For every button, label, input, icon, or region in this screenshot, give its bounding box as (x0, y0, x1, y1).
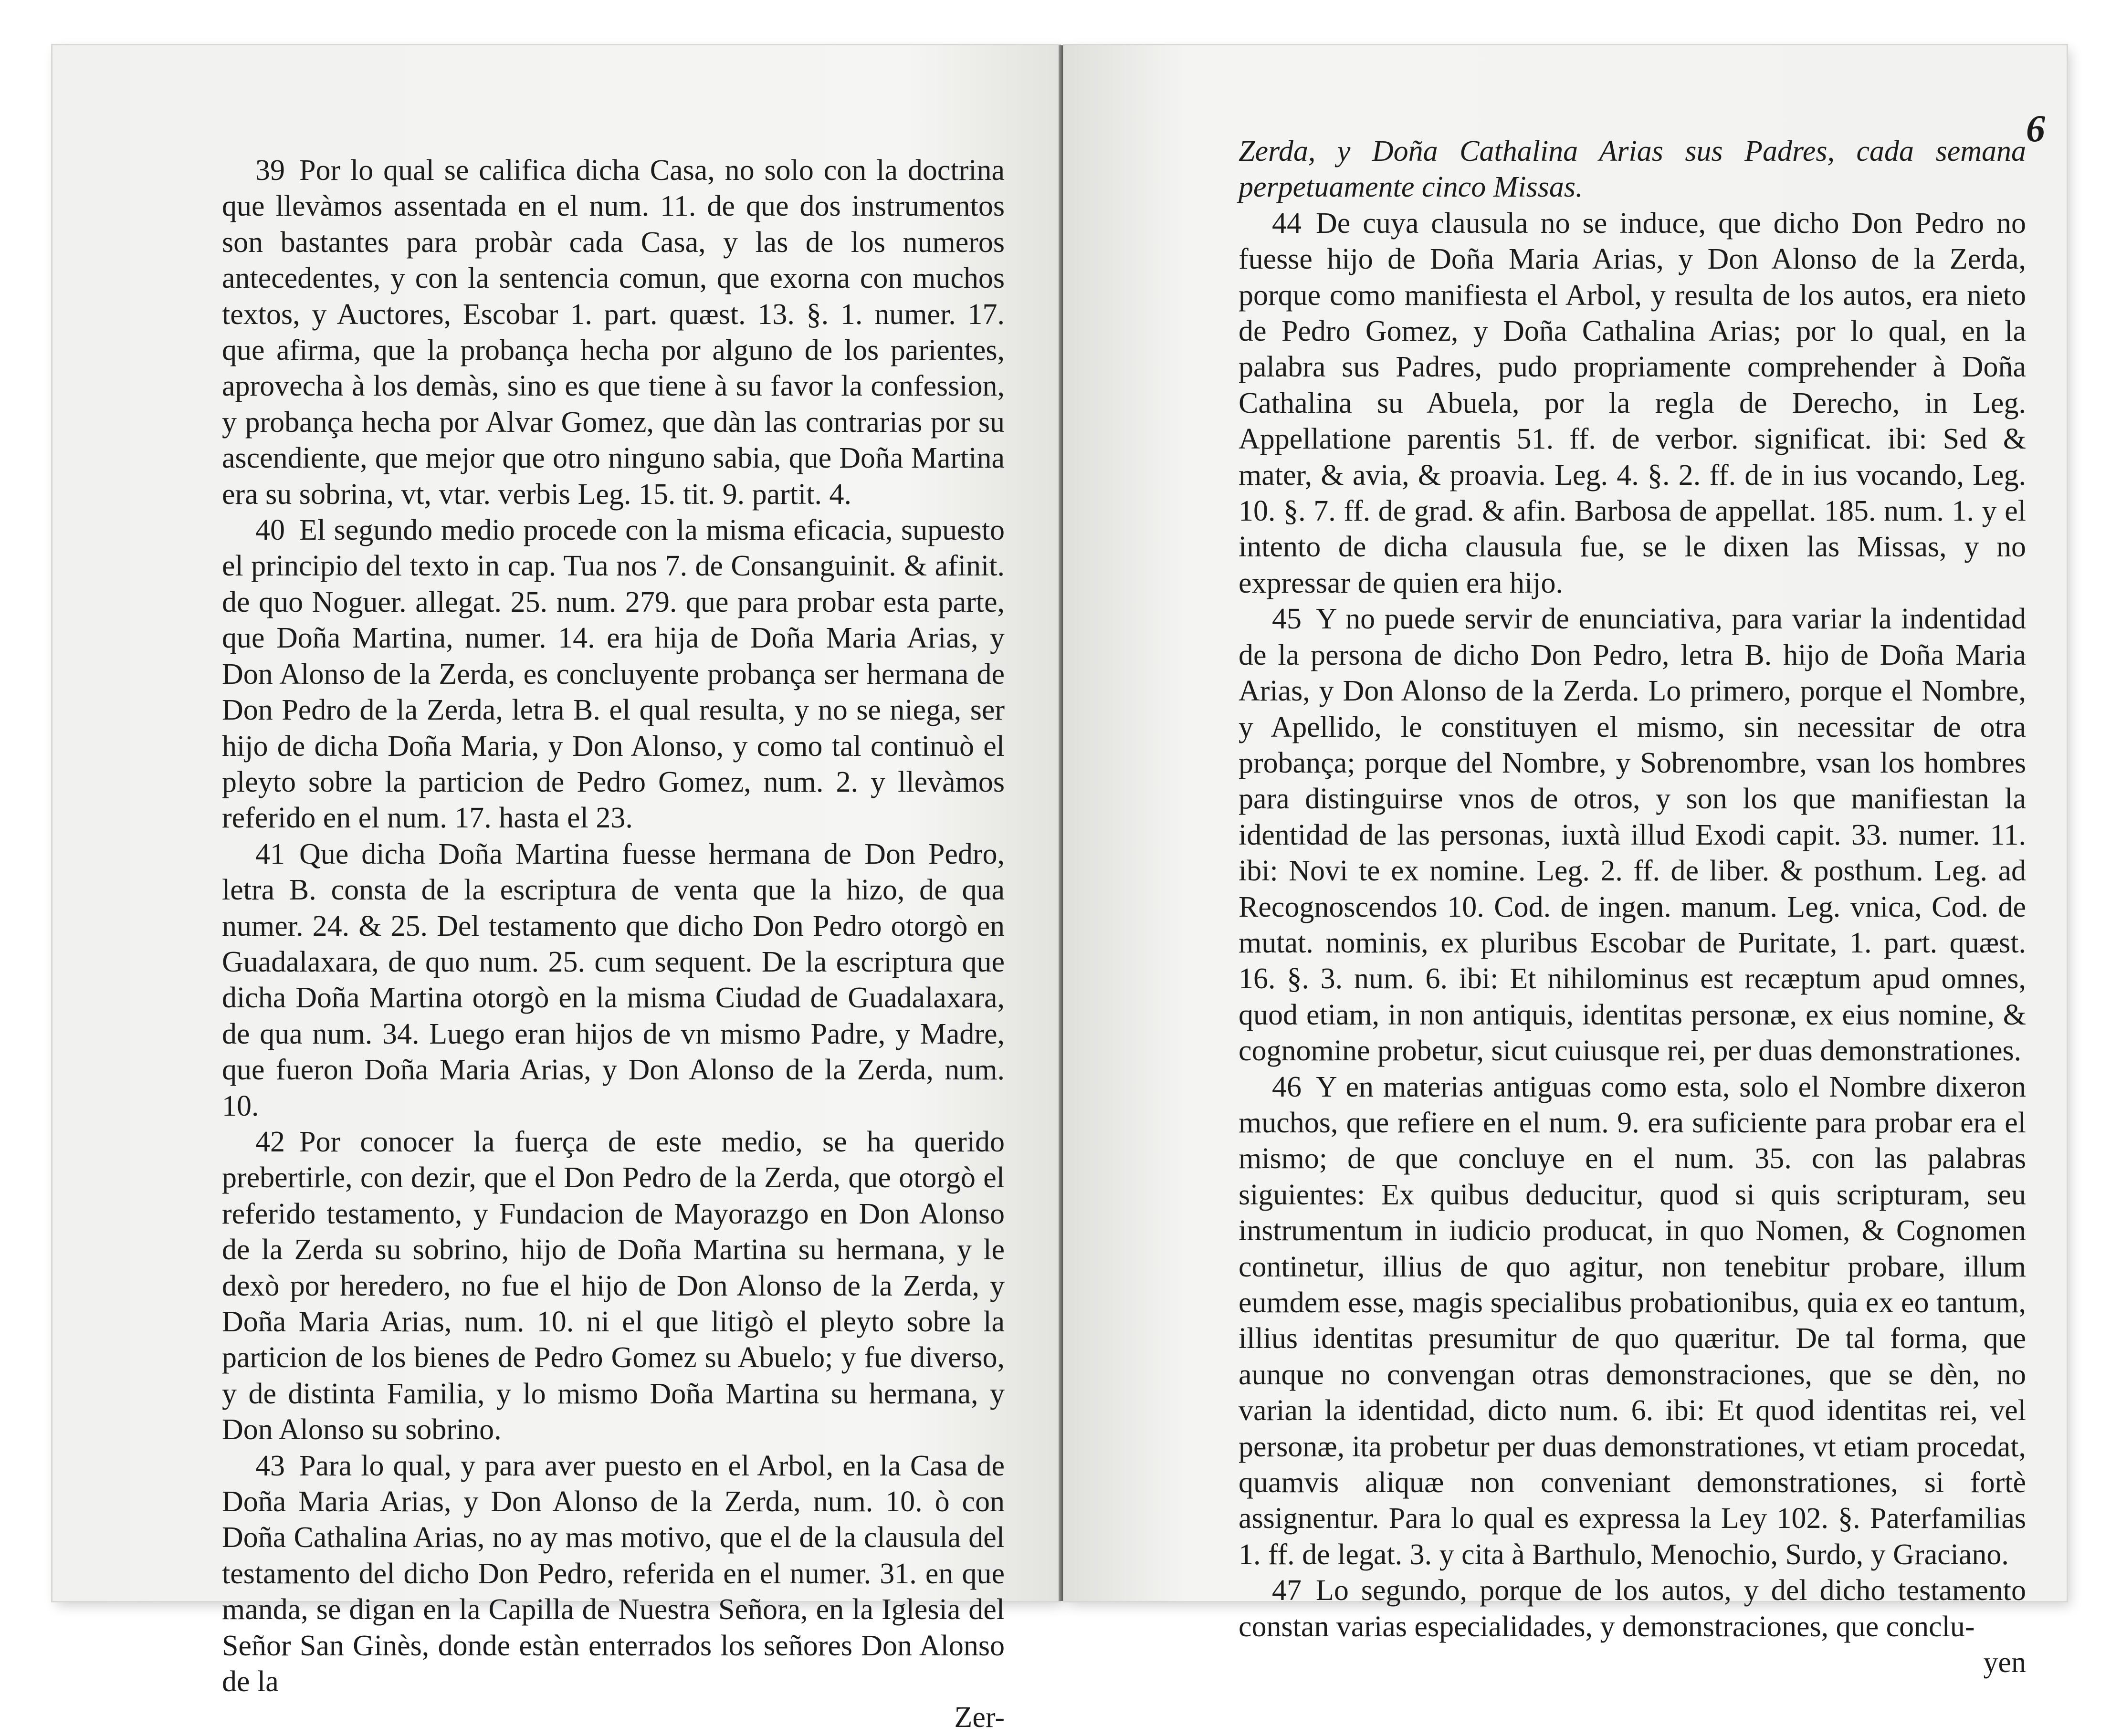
paragraph-number: 41 (255, 837, 285, 870)
paragraph-text: Por conocer la fuerça de este medio, se ha querido prebertirle, con dezir, que el Don Pedro de la Zerda, que otorgò el referido testamento, y Fundacion de Mayorazgo en Don Alonso de la Zerda su sobrino, hijo de Doña Martina su hermana, y le dexò por heredero, no fue el hijo de Don Alonso de la Zerda, y Doña Maria Arias, num. 10. ni el que litigò el pleyto sobre la particion de los bienes de Pedro Gomez su Abuelo; y fue diverso, y de distinta Familia, y lo mismo Doña Martina su hermana, y Don Alonso su sobrino. (222, 1125, 1005, 1446)
paragraph-text: De cuya clausula no se induce, que dicho Don Pedro no fuesse hijo de Doña Maria Arias, y Don Alonso de la Zerda, porque como manifiesta el Arbol, y resulta de los autos, era nieto de Pedro Gomez, y Doña Cathalina Arias; por lo qual, en la palabra sus Padres, pudo propriamente comprehender à Doña Cathalina su Abuela, por la regla de Derecho, in Leg. Appellatione parentis 51. ff. de verbor. significat. ibi: Sed & mater, & avia, & proavia. Leg. 4. §. 2. ff. de in ius vocando, Leg. 10. §. 7. ff. de grad. & afin. Barbosa de appellat. 185. num. 1. y el intento de dicha clausula fue, se le dixen las Missas, y no expressar de quien era hijo. (1239, 207, 2026, 599)
left-page (53, 45, 1060, 1734)
opening-line (1239, 134, 2026, 206)
paragraph-text: Y no puede servir de enunciativa, para variar la indentidad de la persona de dicho Don Pedro, letra B. hijo de Doña Maria Arias, y Don Alonso de la Zerda. Lo primero, porque el Nombre, y Apellido, le constituyen el mismo, sin necessitar de otra probança; porque del Nombre, y Sobrenombre, vsan los hombres para distinguirse vnos de otros, y son los que manifiestan la identidad de las personas, iuxtà illud Exodi capit. 33. numer. 11. ibi: Novi te ex nomine. Leg. 2. ff. de liber. & posthum. Leg. ad Recognoscendos 10. Cod. de ingen. manum. Leg. vnica, Cod. de mutat. nominis, ex pluribus Escobar de Puritate, 1. part. quæst. 16. §. 3. num. 6. ibi: Et nihilominus est recæptum apud omnes, quod etiam, in non antiquis, identitas personæ, ex eius nomine, & cognomine probetur, sicut cuiusque rei, per duas demonstrationes. (1239, 603, 2026, 1067)
left-page-text (222, 153, 1005, 1736)
paragraph-41 (222, 837, 1005, 1124)
paragraph-number: 39 (255, 154, 285, 187)
paragraph-number: 42 (255, 1125, 285, 1158)
folio-number: 6 (2026, 108, 2045, 150)
right-page-text (1239, 134, 2026, 1681)
paragraph-text: Para lo qual, y para aver puesto en el Arbol, en la Casa de Doña Maria Arias, y Don Alonso de la Zerda, num. 10. ò con Doña Cathalina Arias, no ay mas motivo, que el de la clausula del testamento del dicho Don Pedro, referida en el numer. 31. en que manda, se digan en la Capilla de Nuestra Señora, en la Iglesia del Señor San Ginès, donde estàn enterrados los señores Don Alonso de la (222, 1449, 1005, 1698)
paragraph-46 (1239, 1069, 2026, 1573)
paragraph-42 (222, 1124, 1005, 1448)
catchword: yen (1983, 1646, 2026, 1679)
paragraph-text: Y en materias antiguas como esta, solo el Nombre dixeron muchos, que refiere en el num. 9. era suficiente para probar era el mismo; de que concluye en el num. 35. con las palabras siguientes: Ex quibus deducitur, quod si quis scripturam, seu instrumentum in iudicio producat, in quo Nomen, & Cognomen continetur, illius de quo agitur, non tenebitur probare, illum eumdem esse, magis specialibus probationibus, quia ex eo tantum, illius identitas presumitur de quo quæritur. De tal forma, que aunque no convengan otras demonstraciones, que se dèn, no varian la identidad, dicto num. 6. ibi: Et quod identitas rei, vel personæ, ita probetur per duas demonstrationes, vt etiam procedat, quamvis aliquæ non conveniant demonstrationes, si fortè assignentur. Para lo qual es expressa la Ley 102. §. Paterfamilias 1. ff. de legat. 3. y cita à Barthulo, Menochio, Surdo, y Graciano. (1239, 1070, 2026, 1571)
paragraph-number: 40 (255, 514, 285, 547)
right-page (1064, 45, 2067, 1679)
paragraph-43 (222, 1448, 1005, 1700)
paragraph-47 (1239, 1573, 2026, 1645)
paragraph-number: 46 (1272, 1070, 1302, 1103)
paragraph-44 (1239, 206, 2026, 601)
paragraph-39 (222, 153, 1005, 512)
paragraph-number: 43 (255, 1449, 285, 1482)
paragraph-text: Por lo qual se califica dicha Casa, no solo con la doctrina que llevàmos assentada en el num. 11. de que dos instrumentos son bastantes para probàr cada Casa, y las de los numeros antecedentes, y con la sentencia comun, que exorna con muchos textos, y Auctores, Escobar 1. part. quæst. 13. §. 1. numer. 17. que afirma, que la probança hecha por alguno de los parientes, aprovecha à los demàs, sino es que tiene à su favor la confession, y probança hecha por Alvar Gomez, que dàn las contrarias por su ascendiente, que mejor que otro ninguno sabia, que Doña Martina era su sobrina, vt, vtar. verbis Leg. 15. tit. 9. partit. 4. (222, 154, 1005, 511)
open-book (53, 45, 2071, 1734)
paragraph-text: El segundo medio procede con la misma eficacia, supuesto el principio del texto in cap. Tua nos 7. de Consanguinit. & afinit. de quo Noguer. allegat. 25. num. 279. que para probar esta parte, que Doña Martina, numer. 14. era hija de Doña Maria Arias, y Don Alonso de la Zerda, es concluyente probança ser hermana de Don Pedro de la Zerda, letra B. el qual resulta, y no se niega, ser hijo de dicha Doña Maria, y Don Alonso, y como tal continuò el pleyto sobre la particion de Pedro Gomez, num. 2. y llevàmos referido en el num. 17. hasta el 23. (222, 514, 1005, 835)
paragraph-number: 47 (1272, 1574, 1302, 1607)
paragraph-40 (222, 512, 1005, 837)
paragraph-number: 45 (1272, 603, 1302, 636)
paragraph-text: Lo segundo, porque de los autos, y del dicho testamento constan varias especialidades, y demonstraciones, que conclu- (1239, 1574, 2026, 1643)
opening-text: Zerda, y Doña Cathalina Arias sus Padres, cada semana perpetuamente cinco Missas. (1239, 135, 2026, 204)
paragraph-text: Que dicha Doña Martina fuesse hermana de Don Pedro, letra B. consta de la escriptura de venta que la hizo, de qua numer. 24. & 25. Del testamento que dicho Don Pedro otorgò en Guadalaxara, de quo num. 25. cum sequent. De la escriptura que dicha Doña Martina otorgò en la misma Ciudad de Guadalaxara, de qua num. 34. Luego eran hijos de vn mismo Padre, y Madre, que fueron Doña Maria Arias, y Don Alonso de la Zerda, num. 10. (222, 837, 1005, 1122)
catchword: Zer- (954, 1701, 1005, 1734)
paragraph-45 (1239, 601, 2026, 1069)
paragraph-number: 44 (1272, 207, 1302, 240)
